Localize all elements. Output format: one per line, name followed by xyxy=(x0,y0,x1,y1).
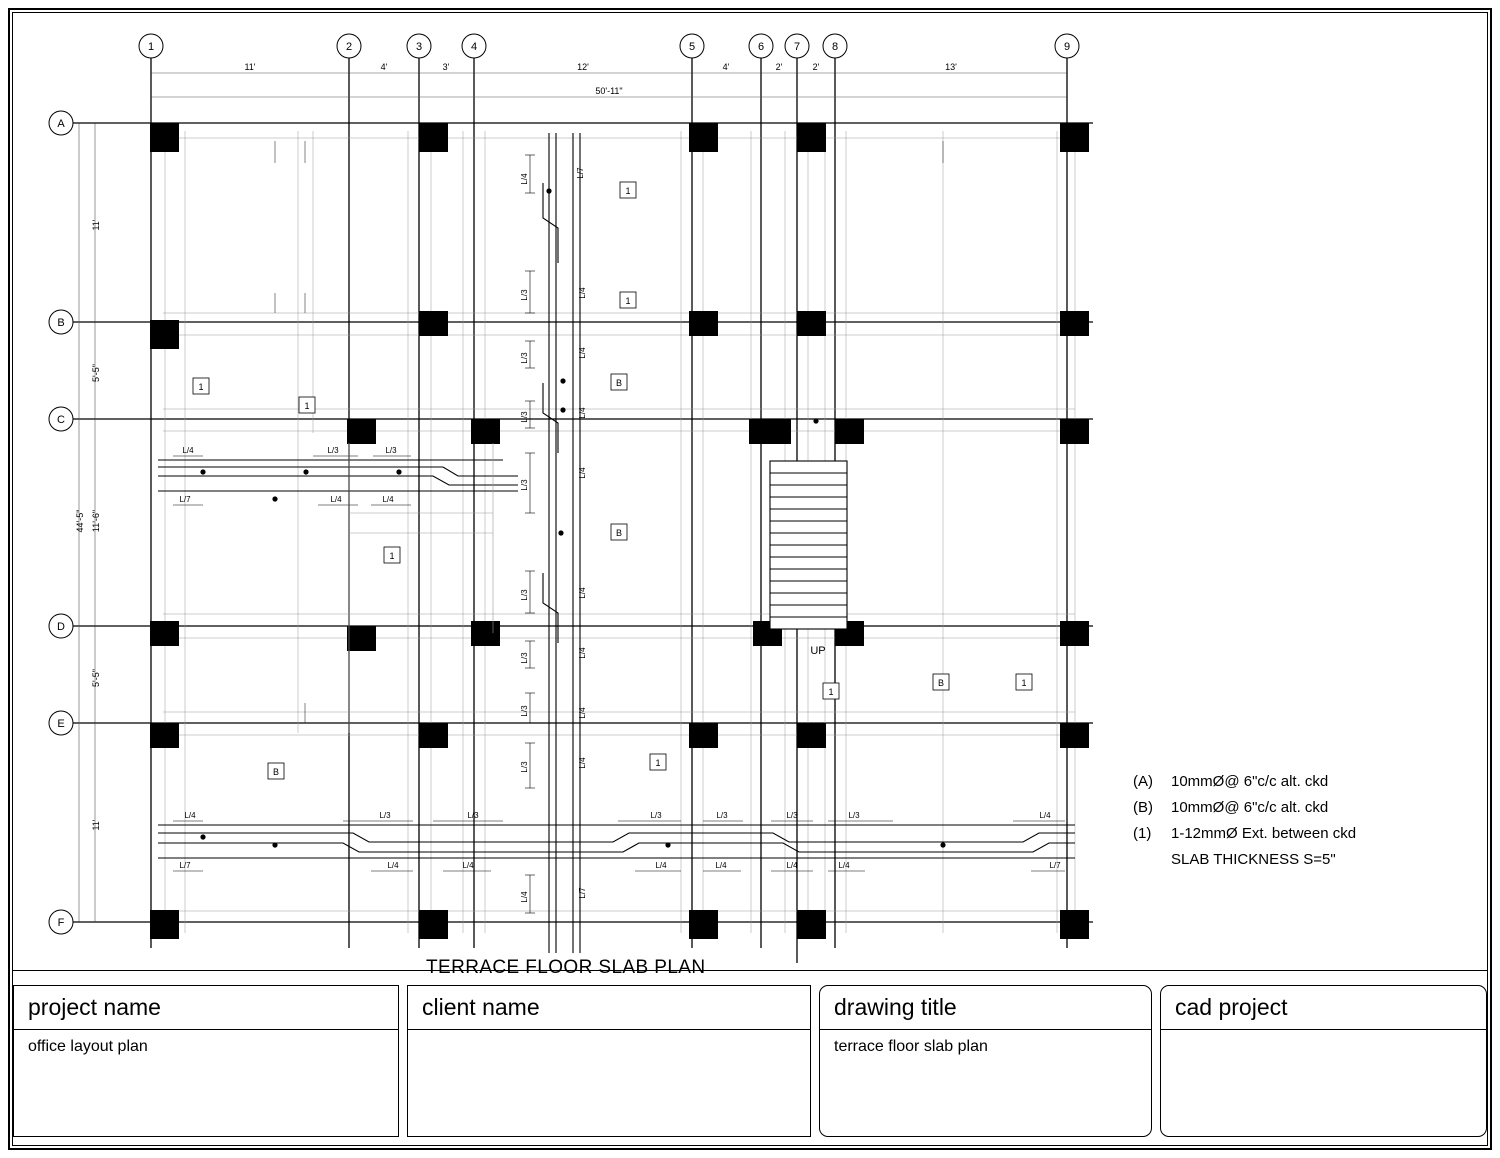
svg-text:2: 2 xyxy=(345,41,353,53)
svg-text:4': 4' xyxy=(722,62,730,72)
svg-text:1: 1 xyxy=(625,296,631,306)
svg-text:E: E xyxy=(57,718,65,730)
svg-text:L/7: L/7 xyxy=(179,495,191,504)
svg-text:L/3: L/3 xyxy=(467,811,479,820)
svg-text:L/4: L/4 xyxy=(578,287,587,299)
svg-text:L/3: L/3 xyxy=(520,289,529,301)
svg-text:9: 9 xyxy=(1063,41,1071,53)
legend-text: 10mmØ@ 6"c/c alt. ckd xyxy=(1171,773,1329,790)
svg-text:L/7: L/7 xyxy=(578,887,587,899)
svg-text:12': 12' xyxy=(577,62,589,72)
legend-text: 10mmØ@ 6"c/c alt. ckd xyxy=(1171,799,1329,816)
legend-item xyxy=(1133,821,1463,847)
svg-text:L/3: L/3 xyxy=(520,352,529,364)
svg-text:11': 11' xyxy=(91,819,101,831)
svg-text:11': 11' xyxy=(91,219,101,231)
title-block-drawing xyxy=(819,985,1152,1137)
title-block-cad-header-text: cad project xyxy=(1175,994,1288,1020)
legend-note-row xyxy=(1133,847,1463,873)
title-block-drawing-header-text: drawing title xyxy=(834,994,957,1020)
svg-text:L/4: L/4 xyxy=(462,861,474,870)
svg-text:C: C xyxy=(57,414,65,426)
legend-item xyxy=(1133,769,1463,795)
svg-text:1: 1 xyxy=(147,41,155,53)
title-block-client-header xyxy=(408,986,810,1030)
svg-text:B: B xyxy=(937,678,945,688)
plan-drawing-area xyxy=(13,13,1487,978)
svg-text:L/3: L/3 xyxy=(520,479,529,491)
svg-text:L/3: L/3 xyxy=(520,761,529,773)
svg-text:L/4: L/4 xyxy=(520,891,529,903)
svg-text:L/3: L/3 xyxy=(520,411,529,423)
svg-text:3: 3 xyxy=(415,41,423,53)
legend-item xyxy=(1133,795,1463,821)
plan-title: TERRACE FLOOR SLAB PLAN xyxy=(426,957,706,978)
svg-text:1: 1 xyxy=(625,186,631,196)
svg-text:F: F xyxy=(57,917,65,929)
svg-text:1: 1 xyxy=(655,758,661,768)
title-block-drawing-value: terrace floor slab plan xyxy=(834,1038,988,1055)
svg-text:L/4: L/4 xyxy=(578,467,587,479)
svg-text:L/4: L/4 xyxy=(715,861,727,870)
svg-text:L/4: L/4 xyxy=(182,446,194,455)
legend-note-spacer xyxy=(1133,847,1171,873)
slab-thickness-note: SLAB THICKNESS S=5" xyxy=(1171,851,1336,868)
svg-text:L/3: L/3 xyxy=(716,811,728,820)
svg-text:L/4: L/4 xyxy=(382,495,394,504)
title-block-project-header xyxy=(14,986,398,1030)
legend-tag: (B) xyxy=(1133,799,1153,816)
title-block-client-header-text: client name xyxy=(422,994,540,1020)
svg-text:44'-5": 44'-5" xyxy=(75,509,85,533)
stair-up-label: UP xyxy=(810,645,826,657)
svg-text:D: D xyxy=(57,621,65,633)
legend xyxy=(1133,769,1463,873)
svg-text:B: B xyxy=(57,317,65,329)
title-block-cad xyxy=(1160,985,1487,1137)
svg-text:1: 1 xyxy=(304,401,310,411)
svg-text:L/7: L/7 xyxy=(179,861,191,870)
svg-text:L/4: L/4 xyxy=(838,861,850,870)
svg-text:L/4: L/4 xyxy=(578,647,587,659)
svg-text:5'-5": 5'-5" xyxy=(91,669,101,687)
svg-text:L/4: L/4 xyxy=(330,495,342,504)
svg-text:13': 13' xyxy=(945,62,957,72)
svg-text:L/4: L/4 xyxy=(578,757,587,769)
title-block-client xyxy=(407,985,811,1137)
svg-text:L/4: L/4 xyxy=(655,861,667,870)
svg-text:11'-6": 11'-6" xyxy=(91,509,101,533)
svg-text:A: A xyxy=(57,118,65,130)
svg-text:4: 4 xyxy=(470,41,478,53)
svg-text:L/4: L/4 xyxy=(1039,811,1051,820)
legend-text: 1-12mmØ Ext. between ckd xyxy=(1171,825,1357,842)
svg-text:B: B xyxy=(615,528,623,538)
svg-text:L/3: L/3 xyxy=(520,705,529,717)
svg-text:5'-5": 5'-5" xyxy=(91,364,101,382)
svg-text:L/4: L/4 xyxy=(578,587,587,599)
title-block-drawing-header xyxy=(820,986,1151,1030)
legend-tag: (A) xyxy=(1133,773,1153,790)
svg-text:2': 2' xyxy=(775,62,783,72)
svg-text:L/4: L/4 xyxy=(520,173,529,185)
svg-text:L/4: L/4 xyxy=(578,347,587,359)
svg-text:L/7: L/7 xyxy=(1049,861,1061,870)
svg-text:8: 8 xyxy=(831,41,839,53)
svg-text:1: 1 xyxy=(828,687,834,697)
svg-text:3': 3' xyxy=(442,62,450,72)
svg-text:7: 7 xyxy=(793,41,801,53)
svg-text:2': 2' xyxy=(812,62,820,72)
svg-text:L/3: L/3 xyxy=(520,589,529,601)
svg-text:L/3: L/3 xyxy=(650,811,662,820)
svg-text:4': 4' xyxy=(380,62,388,72)
svg-text:6: 6 xyxy=(757,41,765,53)
svg-text:L/3: L/3 xyxy=(327,446,339,455)
svg-text:1: 1 xyxy=(1021,678,1027,688)
svg-text:B: B xyxy=(615,378,623,388)
title-block-project-value: office layout plan xyxy=(28,1038,148,1055)
legend-tag: (1) xyxy=(1133,825,1152,842)
title-block-cad-header xyxy=(1161,986,1486,1030)
svg-text:50'-11": 50'-11" xyxy=(595,86,623,96)
svg-text:1: 1 xyxy=(198,382,204,392)
svg-text:1: 1 xyxy=(389,551,395,561)
svg-text:L/3: L/3 xyxy=(848,811,860,820)
svg-text:5: 5 xyxy=(688,41,696,53)
title-block-project-header-text: project name xyxy=(28,994,161,1020)
svg-text:L/4: L/4 xyxy=(184,811,196,820)
title-block-project xyxy=(13,985,399,1137)
svg-text:L/4: L/4 xyxy=(387,861,399,870)
svg-text:L/4: L/4 xyxy=(578,707,587,719)
svg-text:L/3: L/3 xyxy=(520,652,529,664)
svg-text:L/3: L/3 xyxy=(786,811,798,820)
svg-text:B: B xyxy=(272,767,280,777)
svg-text:L/4: L/4 xyxy=(786,861,798,870)
svg-text:L/3: L/3 xyxy=(379,811,391,820)
svg-text:L/3: L/3 xyxy=(385,446,397,455)
svg-text:L/4: L/4 xyxy=(578,407,587,419)
svg-text:L/7: L/7 xyxy=(576,167,585,179)
svg-text:11': 11' xyxy=(244,62,256,72)
